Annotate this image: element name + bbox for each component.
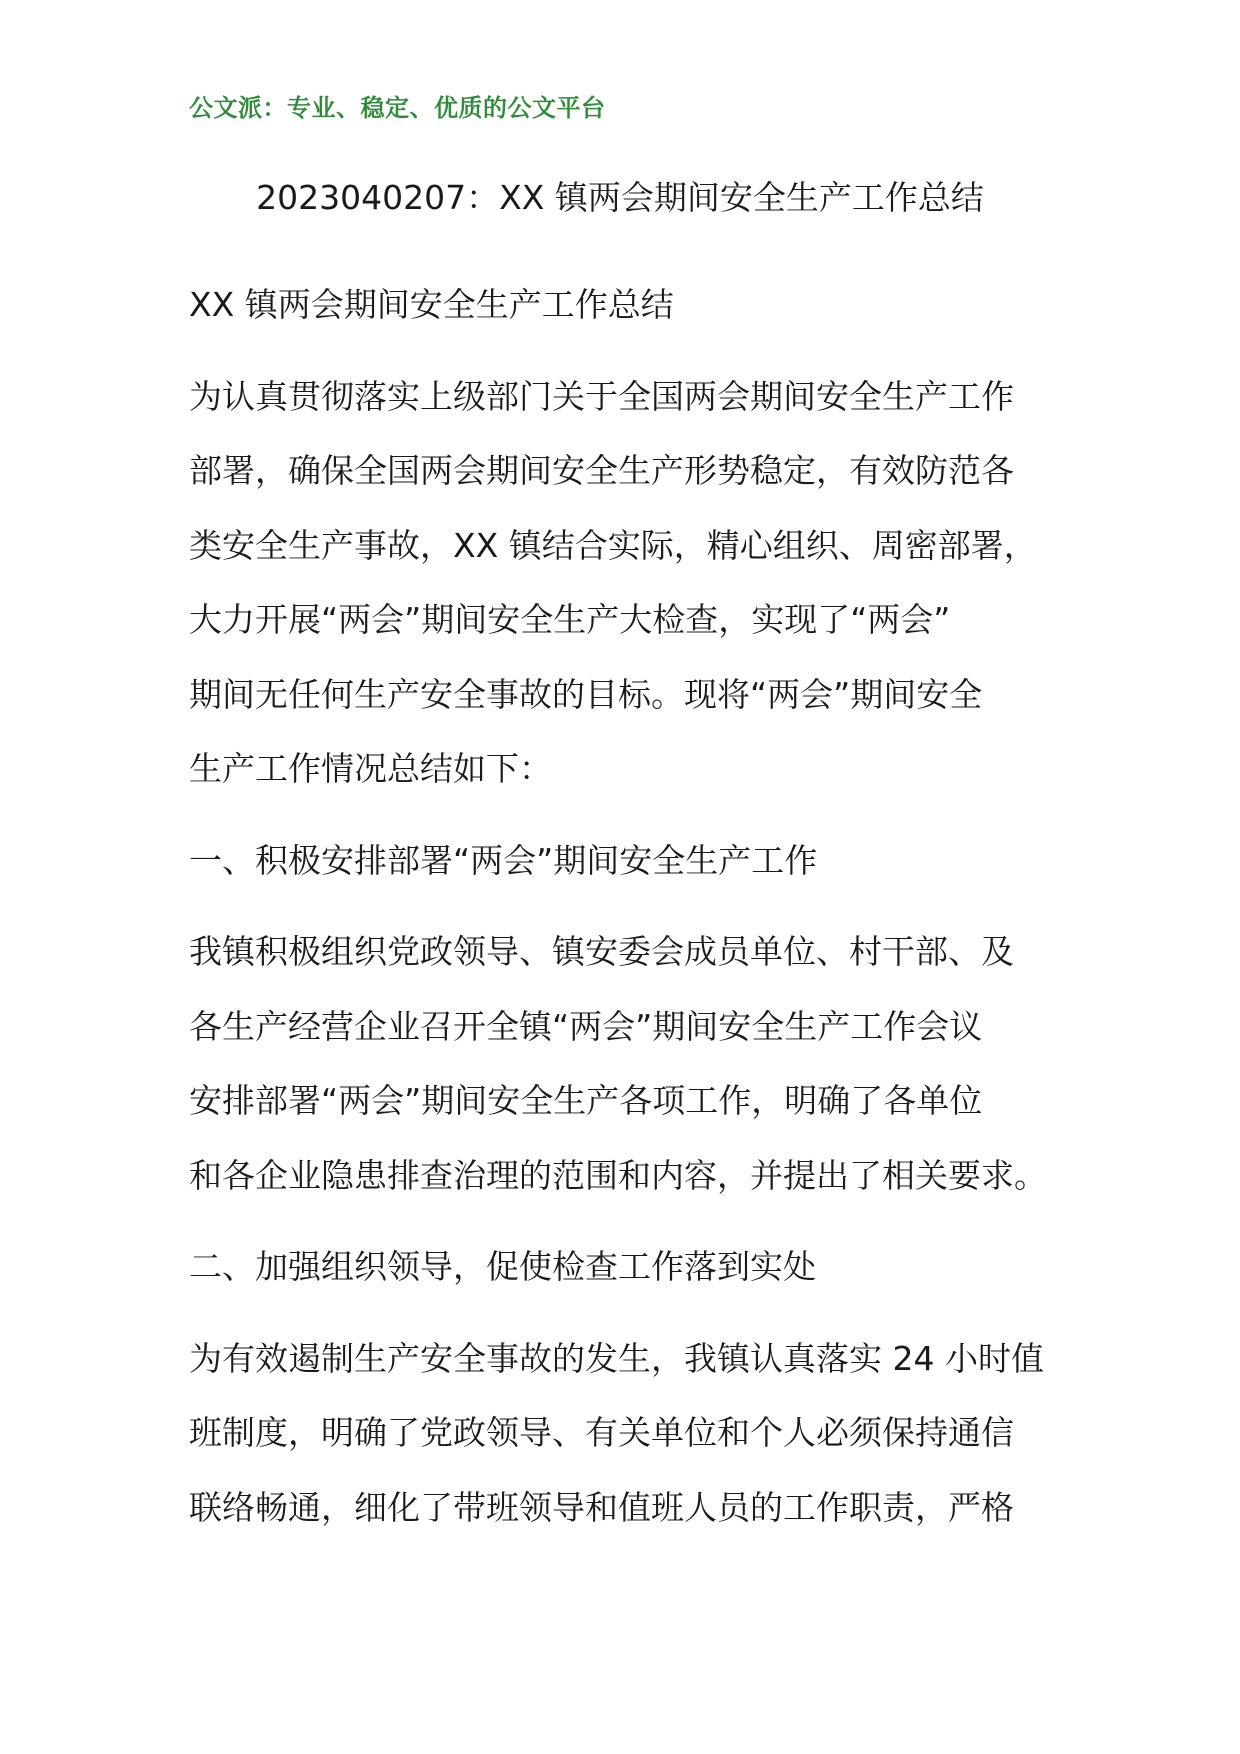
paragraph-line: 安排部署“两会”期间安全生产各项工作，明确了各单位: [189, 1081, 983, 1120]
paragraph-line: 联络畅通，细化了带班领导和值班人员的工作职责，严格: [189, 1487, 1014, 1527]
paragraph-line: 为有效遏制生产安全事故的发生，我镇认真落实 24 小时值: [189, 1338, 1044, 1378]
document-body: [189, 268, 1059, 1545]
paragraph-line: 我镇积极组织党政领导、镇安委会成员单位、村干部、及: [189, 932, 1014, 971]
paragraph-line: 为认真贯彻落实上级部门关于全国两会期间安全生产工作: [189, 376, 1014, 416]
header-brand: 公文派：专业、稳定、优质的公文平台: [189, 94, 606, 122]
paragraph-line: 班制度，明确了党政领导、有关单位和个人必须保持通信: [189, 1413, 1014, 1452]
document-subtitle: XX 镇两会期间安全生产工作总结: [189, 285, 674, 324]
document-title: 2023040207：XX 镇两会期间安全生产工作总结: [256, 178, 984, 217]
paragraph-line: 大力开展“两会”期间安全生产大检查，实现了“两会”: [189, 600, 951, 639]
section-heading-2: 二、加强组织领导，促使检查工作落到实处: [189, 1247, 816, 1286]
section-heading-1: 一、积极安排部署“两会”期间安全生产工作: [189, 840, 818, 880]
paragraph-line: 各生产经营企业召开全镇“两会”期间安全生产工作会议: [189, 1006, 983, 1046]
paragraph-line: 类安全生产事故，XX 镇结合实际，精心组织、周密部署，: [189, 525, 1037, 565]
paragraph-line: 部署，确保全国两会期间安全生产形势稳定，有效防范各: [189, 451, 1014, 490]
paragraph-line: 期间无任何生产安全事故的目标。现将“两会”期间安全: [189, 674, 983, 714]
paragraph-line: 生产工作情况总结如下：: [189, 749, 552, 788]
paragraph-line: 和各企业隐患排查治理的范围和内容，并提出了相关要求。: [189, 1155, 1047, 1195]
